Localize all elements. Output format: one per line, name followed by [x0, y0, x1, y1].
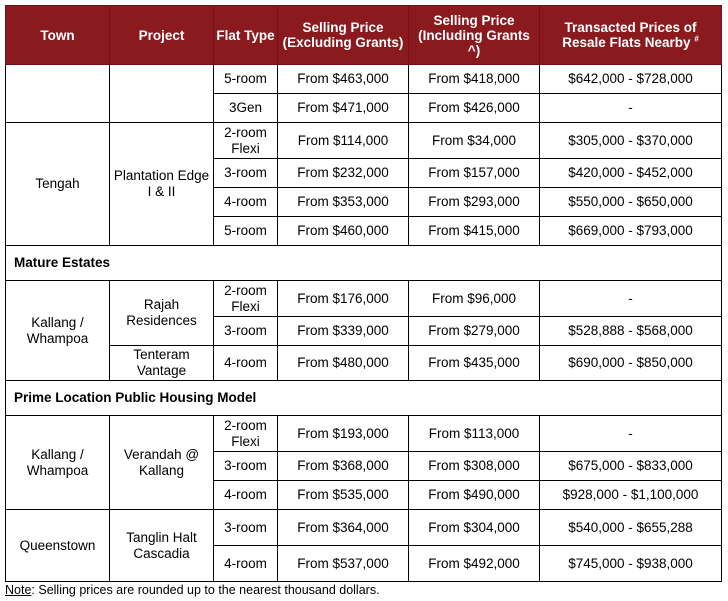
town-cell — [6, 65, 110, 123]
transacted-cell: $528,888 - $568,000 — [540, 317, 722, 346]
price-excl-cell: From $114,000 — [278, 123, 409, 159]
price-incl-cell: From $308,000 — [409, 452, 540, 481]
flat-type-cell: 3-room — [214, 317, 278, 346]
flat-type-cell: 3-room — [214, 159, 278, 188]
transacted-cell: $642,000 - $728,000 — [540, 65, 722, 94]
transacted-cell: $305,000 - $370,000 — [540, 123, 722, 159]
price-incl-cell: From $490,000 — [409, 481, 540, 510]
price-incl-cell: From $304,000 — [409, 510, 540, 546]
price-incl-cell: From $415,000 — [409, 217, 540, 246]
table-row — [6, 123, 722, 159]
flat-type-cell: 4-room — [214, 188, 278, 217]
section-title-plh: Prime Location Public Housing Model — [6, 381, 722, 416]
project-cell: Tenteram Vantage — [110, 346, 214, 381]
header-row — [6, 6, 722, 65]
transacted-cell: $550,000 - $650,000 — [540, 188, 722, 217]
transacted-cell: - — [540, 94, 722, 123]
price-excl-cell: From $232,000 — [278, 159, 409, 188]
price-excl-cell: From $460,000 — [278, 217, 409, 246]
price-excl-cell: From $537,000 — [278, 546, 409, 582]
flat-type-cell: 2-room Flexi — [214, 123, 278, 159]
price-incl-cell: From $426,000 — [409, 94, 540, 123]
price-incl-cell: From $418,000 — [409, 65, 540, 94]
project-cell: Verandah @ Kallang — [110, 416, 214, 510]
transacted-cell: $745,000 - $938,000 — [540, 546, 722, 582]
transacted-cell: $690,000 - $850,000 — [540, 346, 722, 381]
town-cell: Tengah — [6, 123, 110, 246]
project-cell: Rajah Residences — [110, 281, 214, 346]
transacted-cell: $420,000 - $452,000 — [540, 159, 722, 188]
transacted-cell: $669,000 - $793,000 — [540, 217, 722, 246]
flat-type-cell: 4-room — [214, 481, 278, 510]
flat-type-cell: 5-room — [214, 65, 278, 94]
price-excl-cell: From $353,000 — [278, 188, 409, 217]
project-cell — [110, 65, 214, 123]
price-incl-cell: From $157,000 — [409, 159, 540, 188]
transacted-cell: $675,000 - $833,000 — [540, 452, 722, 481]
price-excl-cell: From $463,000 — [278, 65, 409, 94]
price-excl-cell: From $471,000 — [278, 94, 409, 123]
table-row — [6, 510, 722, 546]
section-row — [6, 381, 722, 416]
table-row — [6, 346, 722, 381]
transacted-cell: - — [540, 281, 722, 317]
table-row — [6, 281, 722, 317]
flat-type-cell: 2-room Flexi — [214, 281, 278, 317]
transacted-cell: $540,000 - $655,288 — [540, 510, 722, 546]
footnote — [5, 583, 380, 597]
section-title-mature: Mature Estates — [6, 246, 722, 281]
price-excl-cell: From $480,000 — [278, 346, 409, 381]
note-text: : Selling prices are rounded up to the nearest thousand dollars. — [31, 583, 380, 597]
price-table — [5, 5, 722, 582]
header-transacted: Transacted Prices of Resale Flats Nearby # — [540, 6, 722, 65]
flat-type-cell: 4-room — [214, 346, 278, 381]
section-row — [6, 246, 722, 281]
project-cell: Plantation Edge I & II — [110, 123, 214, 246]
town-cell: Kallang / Whampoa — [6, 416, 110, 510]
price-incl-cell: From $96,000 — [409, 281, 540, 317]
flat-type-cell: 2-room Flexi — [214, 416, 278, 452]
flat-type-cell: 3Gen — [214, 94, 278, 123]
flat-type-cell: 5-room — [214, 217, 278, 246]
price-incl-cell: From $34,000 — [409, 123, 540, 159]
price-incl-cell: From $279,000 — [409, 317, 540, 346]
header-price-excl: Selling Price (Excluding Grants) — [278, 6, 409, 65]
note-label: Note — [5, 583, 32, 597]
price-incl-cell: From $492,000 — [409, 546, 540, 582]
price-excl-cell: From $339,000 — [278, 317, 409, 346]
price-excl-cell: From $176,000 — [278, 281, 409, 317]
price-excl-cell: From $535,000 — [278, 481, 409, 510]
flat-type-cell: 4-room — [214, 546, 278, 582]
price-excl-cell: From $193,000 — [278, 416, 409, 452]
price-excl-cell: From $364,000 — [278, 510, 409, 546]
price-incl-cell: From $293,000 — [409, 188, 540, 217]
header-flat-type: Flat Type — [214, 6, 278, 65]
price-incl-cell: From $435,000 — [409, 346, 540, 381]
header-project: Project — [110, 6, 214, 65]
project-cell: Tanglin Halt Cascadia — [110, 510, 214, 582]
transacted-cell: - — [540, 416, 722, 452]
transacted-cell: $928,000 - $1,100,000 — [540, 481, 722, 510]
price-excl-cell: From $368,000 — [278, 452, 409, 481]
flat-type-cell: 3-room — [214, 452, 278, 481]
header-price-incl: Selling Price (Including Grants ^) — [409, 6, 540, 65]
town-cell: Queenstown — [6, 510, 110, 582]
price-incl-cell: From $113,000 — [409, 416, 540, 452]
header-town: Town — [6, 6, 110, 65]
town-cell: Kallang / Whampoa — [6, 281, 110, 381]
table-row — [6, 65, 722, 94]
table-row — [6, 416, 722, 452]
flat-type-cell: 3-room — [214, 510, 278, 546]
